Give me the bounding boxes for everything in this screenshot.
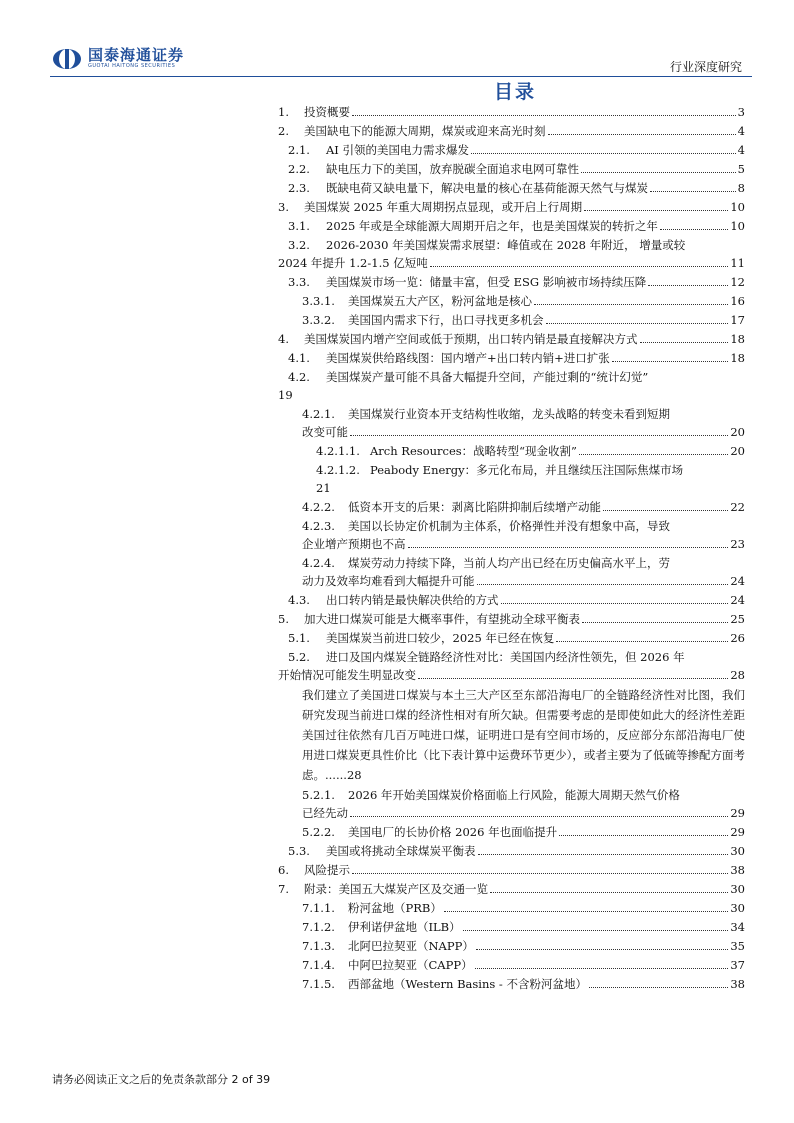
- toc-leader-dots: [350, 435, 728, 436]
- toc-entry-title: Arch Resources：战略转型“现金收割”: [370, 444, 577, 458]
- table-of-contents: [278, 103, 745, 994]
- toc-page-number: 10: [730, 219, 745, 233]
- toc-entry-title: 美国缺电下的能源大周期，煤炭或迎来高光时刻: [304, 124, 546, 138]
- toc-entry[interactable]: [278, 292, 745, 310]
- toc-leader-dots: [471, 153, 736, 154]
- toc-entry[interactable]: [278, 368, 745, 404]
- toc-page-number: 5: [737, 162, 745, 176]
- toc-entry[interactable]: [278, 461, 745, 497]
- toc-entry-title: 西部盆地（Western Basins - 不含粉河盆地）: [348, 977, 587, 991]
- toc-entry-title: 19: [278, 388, 293, 402]
- toc-entry-title: 2026 年开始美国煤炭价格面临上行风险，能源大周期天然气价格: [348, 788, 680, 802]
- toc-entry-title: 企业增产预期也不高: [302, 537, 406, 551]
- toc-entry-title: 已经先动: [302, 806, 348, 820]
- toc-page-number: 28: [346, 768, 362, 782]
- toc-page-number: 29: [730, 825, 745, 839]
- toc-entry[interactable]: [278, 956, 745, 974]
- toc-page-number: 23: [730, 537, 745, 551]
- toc-entry[interactable]: [278, 498, 745, 516]
- toc-leader-dots: [350, 816, 728, 817]
- toc-leader-dots: [501, 603, 729, 604]
- toc-entry-title: 美国电厂的长协价格 2026 年也面临提升: [348, 825, 558, 839]
- toc-entry[interactable]: [278, 236, 745, 272]
- toc-entry-number: 7.: [278, 882, 289, 896]
- toc-entry-title: 美国以长协定价机制为主体系，价格弹性并没有想象中高，导致: [348, 519, 670, 533]
- toc-page-number: 18: [730, 332, 745, 346]
- toc-page-number: 20: [730, 444, 745, 458]
- toc-leader-dots: [476, 949, 729, 950]
- toc-entry-number: 2.: [278, 124, 289, 138]
- toc-entry-title: 既缺电荷又缺电量下，解决电量的核心在基荷能源天然气与煤炭: [326, 181, 648, 195]
- toc-leader-dots: [534, 304, 728, 305]
- toc-page-number: 16: [730, 294, 745, 308]
- toc-entry[interactable]: [278, 899, 745, 917]
- toc-entry-title: 中阿巴拉契亚（CAPP）: [348, 958, 473, 972]
- toc-entry-number: 2.3.: [288, 181, 310, 195]
- toc-leader-dots: [559, 835, 728, 836]
- toc-entry-number: 5.2.: [288, 650, 310, 664]
- toc-entry-title: 美国煤炭供给路线图：国内增产+出口转内销+进口扩张: [326, 351, 610, 365]
- toc-page-number: 22: [730, 500, 745, 514]
- toc-entry[interactable]: [278, 311, 745, 329]
- toc-entry-title: 煤炭劳动力持续下降，当前人均产出已经在历史偏高水平上，劳: [348, 556, 670, 570]
- toc-page-number: 30: [730, 901, 745, 915]
- toc-leader-dots: [612, 361, 729, 362]
- toc-entry-title: 2024 年提升 1.2-1.5 亿短吨: [278, 256, 428, 270]
- toc-page-number: 4: [737, 143, 745, 157]
- toc-entry-number: 4.2.3.: [302, 519, 335, 533]
- toc-entry[interactable]: [278, 349, 745, 367]
- toc-entry[interactable]: [278, 786, 745, 822]
- toc-entry-number: 3.3.2.: [302, 313, 335, 327]
- toc-entry[interactable]: [278, 405, 745, 441]
- toc-leader-dots: [648, 285, 728, 286]
- toc-entry[interactable]: [278, 591, 745, 609]
- toc-entry[interactable]: [278, 975, 745, 993]
- toc-entry[interactable]: [278, 122, 745, 140]
- toc-entry-title: 开始情况可能发生明显改变: [278, 668, 416, 682]
- toc-page-number: 38: [730, 863, 745, 877]
- brand-logo-icon: [52, 48, 82, 70]
- toc-page-number: 29: [730, 806, 745, 820]
- toc-entry-title: 改变可能: [302, 425, 348, 439]
- toc-entry-number: 3.1.: [288, 219, 310, 233]
- toc-page-number: 8: [737, 181, 745, 195]
- toc-entry[interactable]: [278, 103, 745, 121]
- report-type: 行业深度研究: [669, 60, 742, 74]
- toc-entry-title: 风险提示: [304, 863, 350, 877]
- toc-entry[interactable]: [278, 861, 745, 879]
- toc-entry[interactable]: [278, 442, 745, 460]
- toc-page-number: 28: [730, 668, 745, 682]
- toc-entry-number: 4.1.: [288, 351, 310, 365]
- toc-entry-number: 4.2.1.: [302, 407, 335, 421]
- toc-entry-title: 美国煤炭当前进口较少，2025 年已经在恢复: [326, 631, 555, 645]
- toc-entry-number: 7.1.3.: [302, 939, 335, 953]
- toc-entry-number: 4.2.4.: [302, 556, 335, 570]
- toc-leader-dots: [352, 115, 736, 116]
- toc-page-number: 24: [730, 593, 745, 607]
- toc-entry-title: 美国煤炭国内增产空间或低于预期，出口转内销是最直接解决方式: [304, 332, 638, 346]
- toc-entry-title: 缺电压力下的美国，放弃脱碳全面追求电网可靠性: [326, 162, 579, 176]
- toc-leader-dots: [582, 622, 728, 623]
- toc-entry-number: 4.2.2.: [302, 500, 335, 514]
- toc-entry-title: 美国煤炭五大产区，粉河盆地是核心: [348, 294, 532, 308]
- toc-entry[interactable]: [278, 685, 745, 785]
- toc-entry-number: 2.2.: [288, 162, 310, 176]
- toc-entry-title: 投资概要: [304, 105, 350, 119]
- toc-leader-dots: [490, 892, 728, 893]
- toc-entry-title: 北阿巴拉契亚（NAPP）: [348, 939, 474, 953]
- toc-entry[interactable]: [278, 273, 745, 291]
- toc-entry[interactable]: [278, 937, 745, 955]
- toc-entry[interactable]: [278, 880, 745, 898]
- toc-entry-number: 5.2.1.: [302, 788, 335, 802]
- toc-entry[interactable]: [278, 217, 745, 235]
- toc-page-number: 35: [730, 939, 745, 953]
- toc-leader-dots: [548, 134, 736, 135]
- toc-entry-title: AI 引领的美国电力需求爆发: [326, 143, 470, 157]
- toc-entry[interactable]: [278, 198, 745, 216]
- toc-entry[interactable]: [278, 517, 745, 553]
- toc-page-number: 37: [730, 958, 745, 972]
- toc-entry-number: 4.3.: [288, 593, 310, 607]
- toc-entry-title: 出口转内销是最快解决供给的方式: [326, 593, 499, 607]
- toc-entry[interactable]: [278, 842, 745, 860]
- toc-entry-number: 3.3.: [288, 275, 310, 289]
- toc-entry-title: 加大进口煤炭可能是大概率事件，有望挑动全球平衡表: [304, 612, 580, 626]
- toc-entry-title: Peabody Energy：多元化布局，并且继续压注国际焦煤市场: [370, 463, 684, 477]
- toc-page-number: 38: [730, 977, 745, 991]
- toc-leader-dots: [660, 229, 728, 230]
- toc-entry-title: 伊利诺伊盆地（ILB）: [348, 920, 461, 934]
- toc-entry-number: 3.3.1.: [302, 294, 335, 308]
- toc-entry-number: 3.2.: [288, 238, 310, 252]
- toc-leader-dots: ......: [325, 768, 347, 782]
- toc-entry[interactable]: [278, 179, 745, 197]
- toc-entry[interactable]: [278, 918, 745, 936]
- toc-entry-title: 美国煤炭行业资本开支结构性收缩，龙头战略的转变未看到短期: [348, 407, 670, 421]
- toc-entry-title: 2025 年或是全球能源大周期开启之年，也是美国煤炭的转折之年: [326, 219, 658, 233]
- brand-logo: [52, 47, 184, 70]
- toc-page-number: 10: [730, 200, 745, 214]
- toc-page-number: 18: [730, 351, 745, 365]
- toc-entry[interactable]: [278, 823, 745, 841]
- toc-entry[interactable]: [278, 648, 745, 684]
- toc-page-number: 26: [730, 631, 745, 645]
- toc-leader-dots: [408, 547, 729, 548]
- toc-entry-number: 7.1.4.: [302, 958, 335, 972]
- toc-entry[interactable]: [278, 330, 745, 348]
- toc-leader-dots: [589, 987, 728, 988]
- toc-page-number: 24: [730, 574, 745, 588]
- toc-leader-dots: [556, 641, 728, 642]
- toc-entry[interactable]: [278, 160, 745, 178]
- logo-english-name: GUOTAI HAITONG SECURITIES: [88, 63, 176, 69]
- toc-entry-number: 4.2.: [288, 370, 310, 384]
- toc-leader-dots: [478, 854, 729, 855]
- toc-entry-title: 进口及国内煤炭全链路经济性对比：美国国内经济性领先，但 2026 年: [326, 650, 685, 664]
- toc-entry-title: 粉河盆地（PRB）: [348, 901, 442, 915]
- page-header: [0, 0, 794, 80]
- toc-entry-number: 4.2.1.1.: [316, 444, 360, 458]
- toc-leader-dots: [477, 584, 729, 585]
- toc-leader-dots: [584, 210, 728, 211]
- toc-entry-title: 动力及效率均难看到大幅提升可能: [302, 574, 475, 588]
- toc-leader-dots: [581, 172, 736, 173]
- toc-entry-title: 我们建立了美国进口煤炭与本土三大产区至东部沿海电厂的全链路经济性对比图，我们研究发现当前进口煤的经济性相对有所欠缺。但需要考虑的是即使如此大的经济性差距美国过往依然有几百万吨进口煤，证明进口是有空间市场的，反应部分东部沿海电厂使用进口煤炭更具性价比（比下表计算中运费环节更少），或者主要为了低硫等掺配方面考虑。: [302, 688, 745, 782]
- toc-page-number: 34: [730, 920, 745, 934]
- toc-entry-number: 3.: [278, 200, 289, 214]
- toc-entry-title: 美国或将挑动全球煤炭平衡表: [326, 844, 476, 858]
- toc-page-number: 30: [730, 882, 745, 896]
- toc-leader-dots: [650, 191, 736, 192]
- toc-leader-dots: [640, 342, 729, 343]
- toc-page-number: 25: [730, 612, 745, 626]
- toc-entry-number: 2.1.: [288, 143, 310, 157]
- toc-page-number: 12: [730, 275, 745, 289]
- toc-entry-number: 4.: [278, 332, 289, 346]
- footer-disclaimer: 请务必阅读正文之后的免责条款部分 2 of 39: [52, 1073, 271, 1086]
- toc-entry-number: 5.3.: [288, 844, 310, 858]
- toc-leader-dots: [475, 968, 729, 969]
- toc-page-number: 20: [730, 425, 745, 439]
- toc-entry[interactable]: [278, 141, 745, 159]
- toc-leader-dots: [430, 266, 729, 267]
- toc-entry[interactable]: [278, 629, 745, 647]
- toc-entry-title: 美国煤炭 2025 年重大周期拐点显现，或开启上行周期: [304, 200, 583, 214]
- toc-entry-title: 附录：美国五大煤炭产区及交通一览: [304, 882, 488, 896]
- toc-leader-dots: [546, 323, 729, 324]
- toc-entry-title: 低资本开支的后果：剥离比陷阱抑制后续增产动能: [348, 500, 601, 514]
- toc-leader-dots: [463, 930, 729, 931]
- toc-leader-dots: [352, 873, 728, 874]
- toc-entry-number: 4.2.1.2.: [316, 463, 360, 477]
- toc-entry[interactable]: [278, 610, 745, 628]
- toc-page-number: 30: [730, 844, 745, 858]
- toc-entry-number: 5.2.2.: [302, 825, 335, 839]
- toc-leader-dots: [444, 911, 729, 912]
- toc-entry-title: 2026-2030 年美国煤炭需求展望：峰值或在 2028 年附近， 增量或较: [326, 238, 686, 252]
- toc-page-number: 4: [737, 124, 745, 138]
- toc-title: 目录: [493, 81, 536, 103]
- toc-entry-number: 7.1.1.: [302, 901, 335, 915]
- toc-entry-title: 美国煤炭产量可能不具备大幅提升空间，产能过剩的“统计幻觉”: [326, 370, 649, 384]
- toc-entry-number: 5.: [278, 612, 289, 626]
- logo-chinese-name: 国泰海通证券: [88, 46, 185, 64]
- toc-entry-title: 美国煤炭市场一览：储量丰富，但受 ESG 影响被市场持续压降: [326, 275, 647, 289]
- toc-entry[interactable]: [278, 554, 745, 590]
- toc-page-number: 17: [730, 313, 745, 327]
- toc-entry-number: 6.: [278, 863, 289, 877]
- toc-entry-number: 7.1.5.: [302, 977, 335, 991]
- toc-entry-number: 7.1.2.: [302, 920, 335, 934]
- toc-entry-title: 21: [316, 481, 331, 495]
- toc-page-number: 11: [730, 256, 745, 270]
- toc-entry-number: 5.1.: [288, 631, 310, 645]
- toc-leader-dots: [579, 454, 728, 455]
- toc-leader-dots: [418, 678, 728, 679]
- toc-entry-title: 美国国内需求下行，出口寻找更多机会: [348, 313, 544, 327]
- toc-entry-number: 1.: [278, 105, 289, 119]
- toc-leader-dots: [603, 510, 728, 511]
- toc-page-number: 3: [737, 105, 745, 119]
